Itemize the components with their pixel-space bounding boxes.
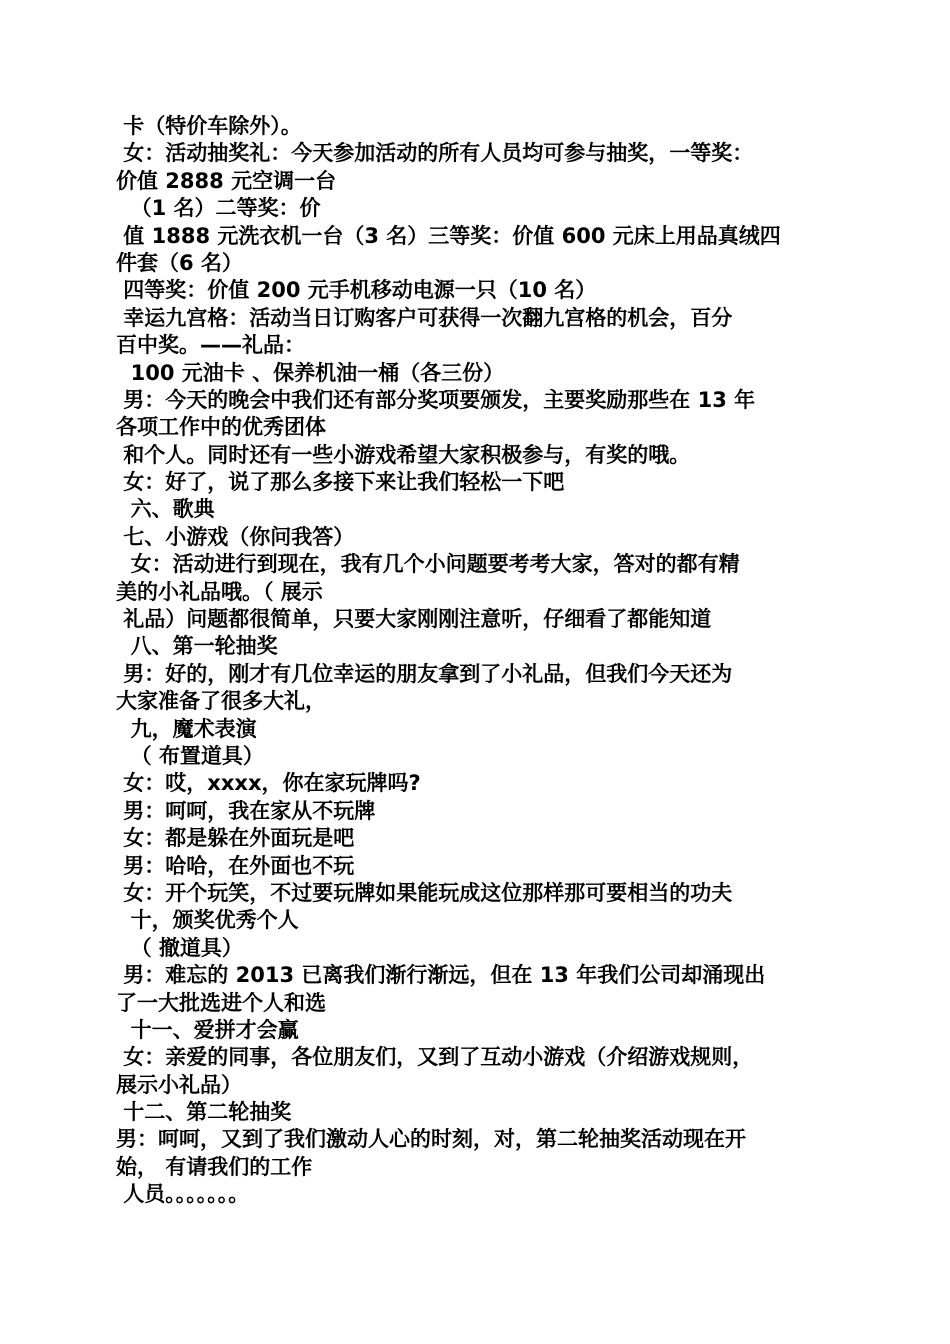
text-line: 了一大批选进个人和选 — [116, 990, 326, 1015]
text-line: 展示小礼品） — [116, 1072, 242, 1097]
section-heading: 七、小游戏（你问我答） — [116, 524, 355, 549]
text-line: 件套（6 名） — [116, 250, 243, 275]
text-line: 女：活动抽奖礼：今天参加活动的所有人员均可参与抽奖，一等奖： — [116, 141, 754, 166]
text-line: （ 撤道具） — [116, 935, 243, 960]
text-line: 100 元油卡 、保养机油一桶（各三份） — [116, 360, 505, 385]
text-line: （ 布置道具） — [116, 743, 264, 768]
text-line: 男：呵呵，又到了我们激动人心的时刻，对，第二轮抽奖活动现在开 — [116, 1127, 746, 1152]
text-line: 女：活动进行到现在，我有几个小问题要考考大家，答对的都有精 — [116, 552, 740, 577]
text-line: 人员。。。。。。。 — [116, 1182, 250, 1207]
section-heading: 九，魔术表演 — [116, 716, 257, 741]
section-heading: 六、歌典 — [116, 497, 215, 522]
text-line: 女：好了，说了那么多接下来让我们轻松一下吧 — [116, 470, 565, 495]
text-line: （1 名）二等奖：价 — [116, 196, 321, 221]
text-line: 女：都是躲在外面玩是吧 — [116, 826, 355, 851]
text-line: 幸运九宫格：活动当日订购客户可获得一次翻九宫格的机会，百分 — [116, 305, 733, 330]
text-line: 始， 有请我们的工作 — [116, 1154, 313, 1179]
text-line: 男：好的，刚才有几位幸运的朋友拿到了小礼品，但我们今天还为 — [116, 661, 733, 686]
text-line: 男：呵呵，我在家从不玩牌 — [116, 798, 376, 823]
text-line: 男：今天的晚会中我们还有部分奖项要颁发，主要奖励那些在 13 年 — [116, 387, 756, 412]
text-line: 价值 2888 元空调一台 — [116, 168, 337, 193]
text-line: 美的小礼品哦。（ 展示 — [116, 579, 323, 604]
text-line: 女：开个玩笑，不过要玩牌如果能玩成这位那样那可要相当的功夫 — [116, 880, 733, 905]
text-line: 和个人。同时还有一些小游戏希望大家积极参与，有奖的哦。 — [116, 442, 691, 467]
text-line: 四等奖：价值 200 元手机移动电源一只（10 名） — [116, 278, 597, 303]
section-heading: 十，颁奖优秀个人 — [116, 908, 299, 933]
text-line: 值 1888 元洗衣机一台（3 名）三等奖：价值 600 元床上用品真绒四 — [116, 223, 781, 248]
text-line: 男：哈哈，在外面也不玩 — [116, 853, 355, 878]
text-line: 大家准备了很多大礼， — [116, 689, 326, 714]
text-line: 礼品）问题都很简单，只要大家刚刚注意听，仔细看了都能知道 — [116, 607, 712, 632]
text-line: 女：哎，xxxx，你在家玩牌吗? — [116, 771, 421, 796]
text-line: 卡（特价车除外）。 — [116, 114, 302, 138]
document-page — [116, 113, 846, 1209]
text-line: 女：亲爱的同事，各位朋友们，又到了互动小游戏（介绍游戏规则， — [116, 1045, 754, 1070]
text-line: 各项工作中的优秀团体 — [116, 415, 326, 440]
text-line: 百中奖。——礼品： — [116, 333, 305, 358]
section-heading: 十一、爱拼才会赢 — [116, 1017, 299, 1042]
section-heading: 十二、第二轮抽奖 — [116, 1100, 292, 1125]
text-line: 男：难忘的 2013 已离我们渐行渐远，但在 13 年我们公司却涌现出 — [116, 963, 766, 988]
section-heading: 八、第一轮抽奖 — [116, 634, 278, 659]
